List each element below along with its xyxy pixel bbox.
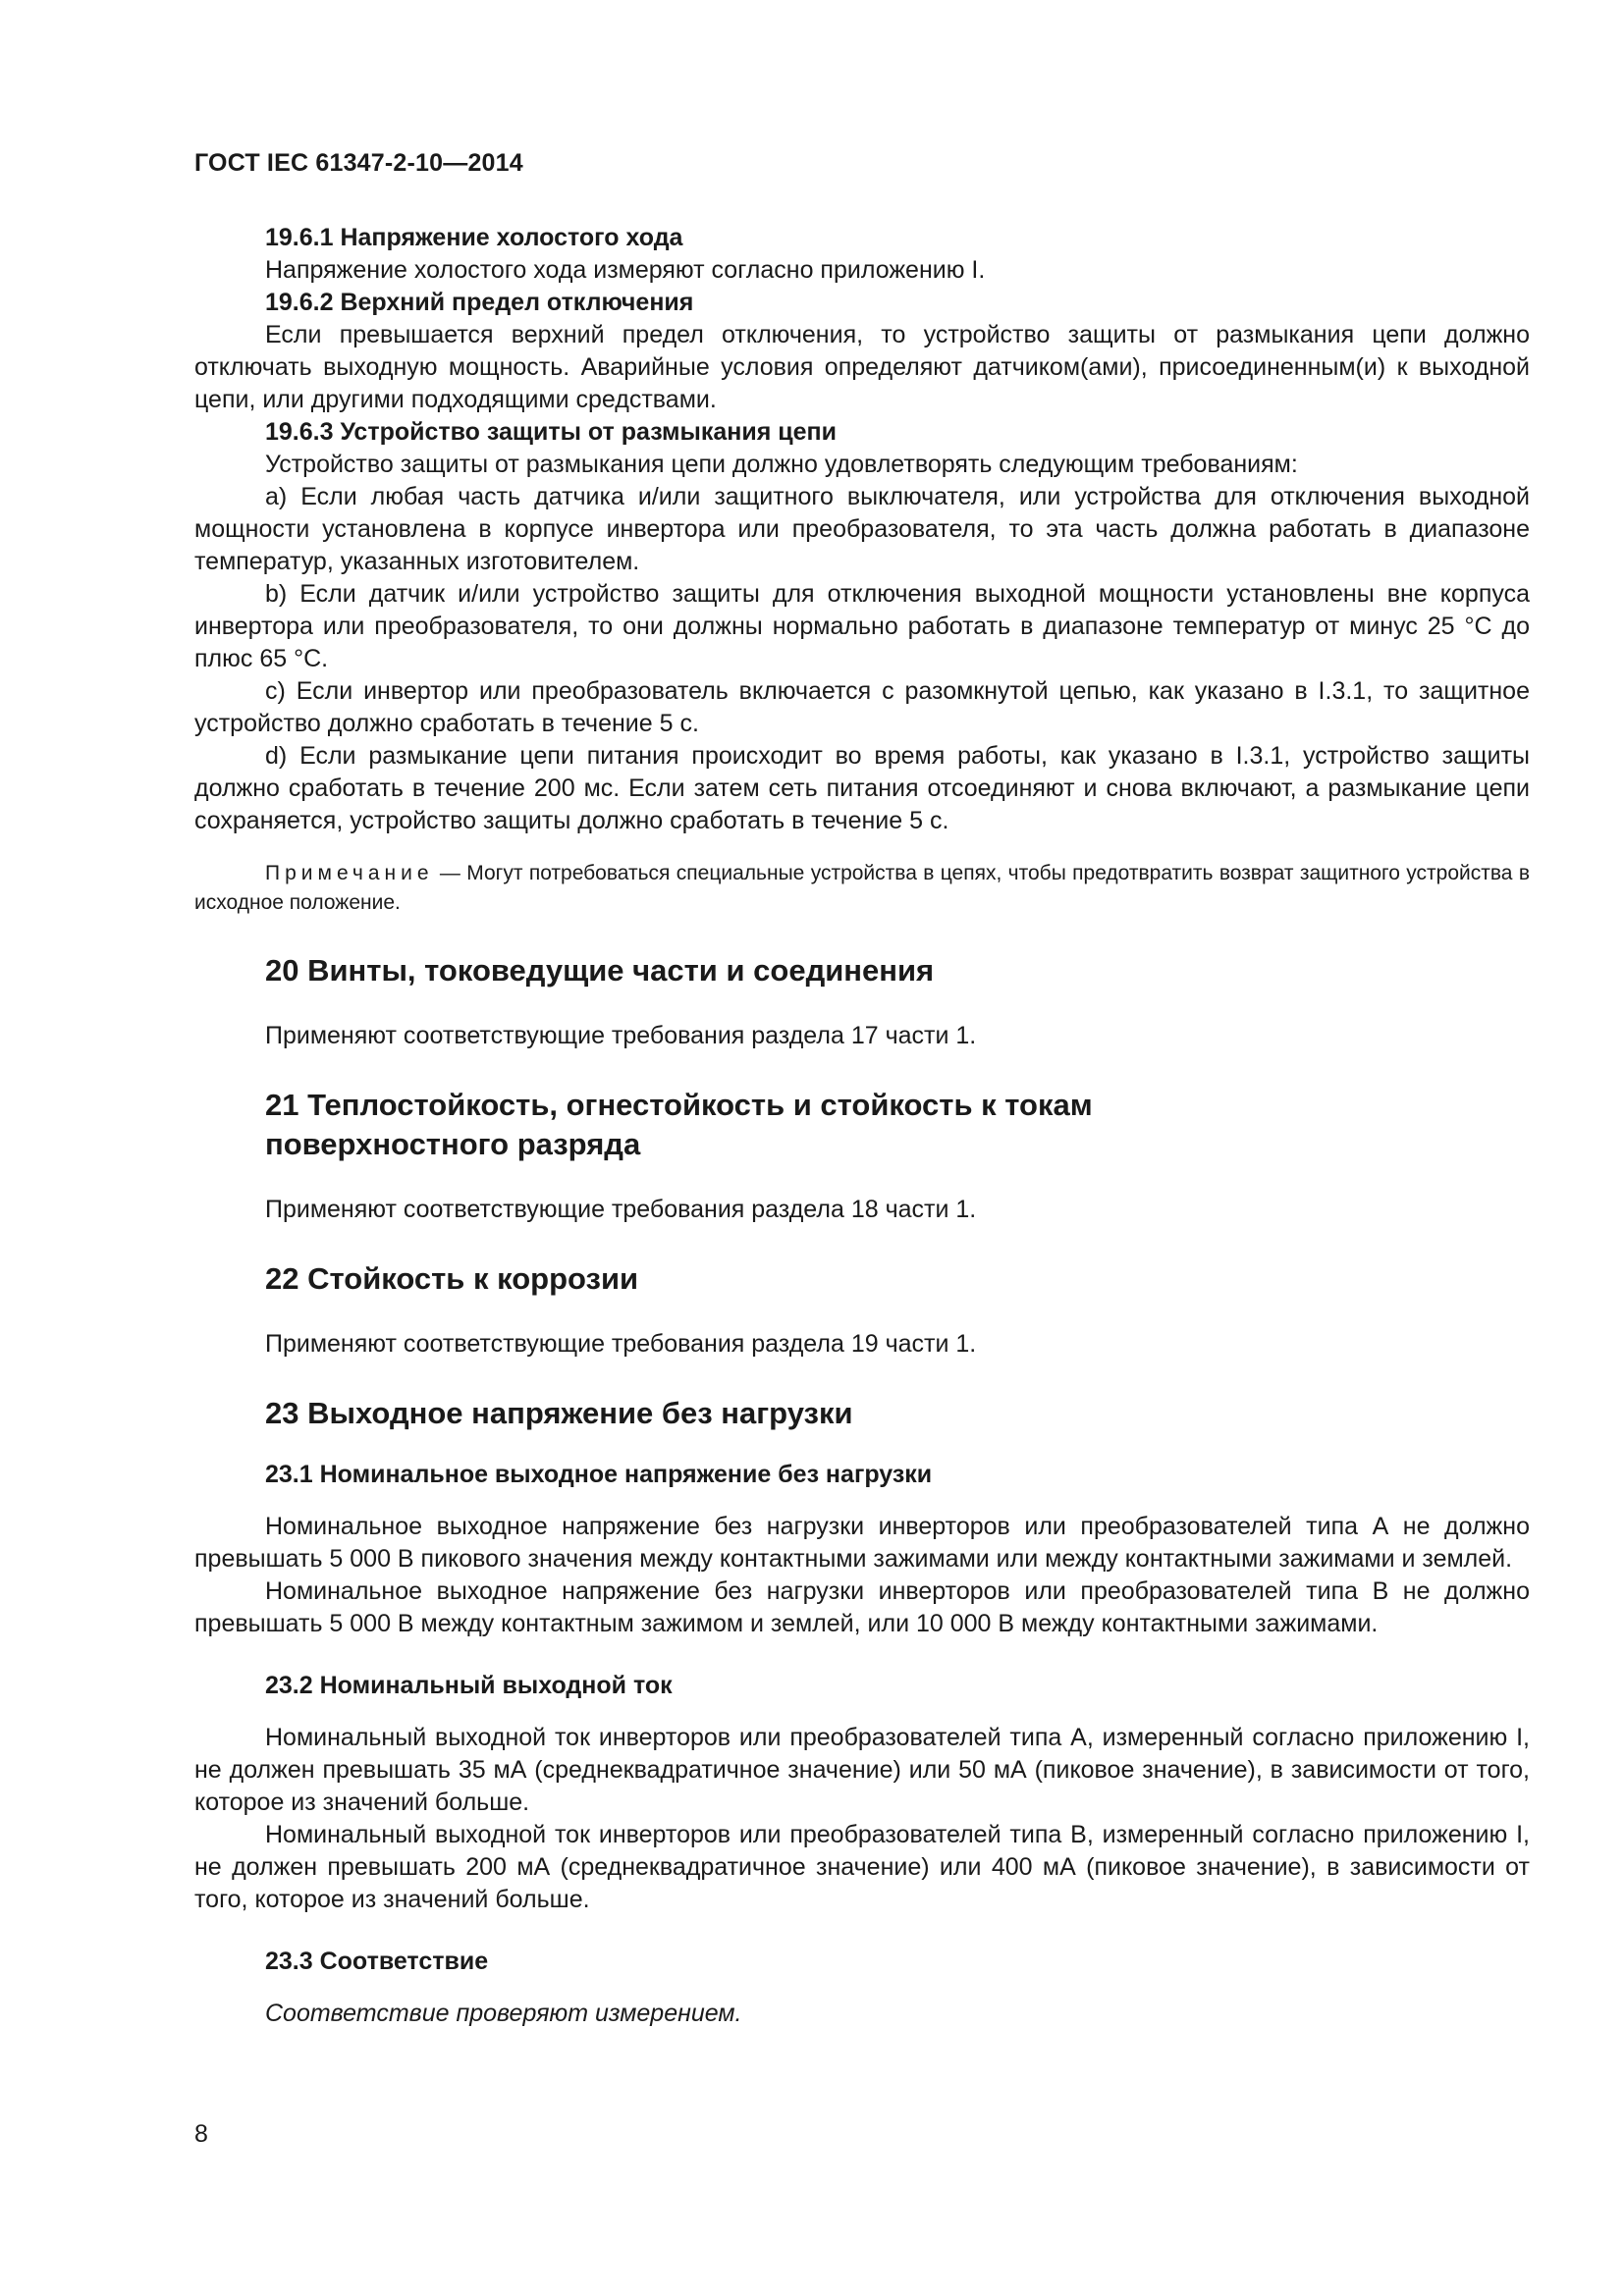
note-label: Примечание bbox=[265, 862, 434, 884]
subsection-title-19-6-1: 19.6.1 Напряжение холостого хода bbox=[265, 224, 683, 251]
list-item-d: d) Если размыкание цепи питания происходит во время работы, как указано в I.3.1, устройство защиты должно сработать в течение 200 мс. Если затем сеть питания отсоединяют и снова включают, а размыкание цепи сохраняется, устройство защиты должно сработать в течение 5 с. bbox=[194, 742, 1530, 834]
section-title-21-line2: поверхностного разряда bbox=[265, 1127, 641, 1161]
subsection-title-23-3: 23.3 Соответствие bbox=[265, 1948, 489, 1975]
subsection-title-23-1: 23.1 Номинальное выходное напряжение без нагрузки bbox=[265, 1461, 933, 1488]
paragraph: Устройство защиты от размыкания цепи должно удовлетворять следующим требованиям: bbox=[265, 451, 1298, 478]
paragraph: Применяют соответствующие требования раздела 18 части 1. bbox=[265, 1196, 977, 1223]
document-body bbox=[194, 222, 1530, 2030]
paragraph: Применяют соответствующие требования раздела 19 части 1. bbox=[265, 1330, 977, 1358]
section-title-21 bbox=[265, 1086, 1530, 1164]
subsection-title-23-2: 23.2 Номинальный выходной ток bbox=[265, 1672, 673, 1699]
page-number: 8 bbox=[194, 2120, 208, 2148]
section-title-20: 20 Винты, токоведущие части и соединения bbox=[265, 953, 935, 988]
paragraph: Если превышается верхний предел отключения, то устройство защиты от размыкания цепи должно отключать выходную мощность. Аварийные условия определяют датчиком(ами), присоединенным(и) к выходной цепи, или другими подходящими средствами. bbox=[194, 321, 1530, 413]
section-title-21-line1: 21 Теплостойкость, огнестойкость и стойкость к токам bbox=[265, 1088, 1093, 1122]
paragraph: Номинальное выходное напряжение без нагрузки инверторов или преобразователей типа А не должно превышать 5 000 В пикового значения между контактными зажимами или между контактными зажимами и землей. bbox=[194, 1513, 1530, 1573]
note bbox=[194, 859, 1530, 918]
document-header: ГОСТ IEC 61347-2-10—2014 bbox=[194, 149, 523, 177]
paragraph: Номинальное выходное напряжение без нагрузки инверторов или преобразователей типа В не должно превышать 5 000 В между контактным зажимом и землей, или 10 000 В между контактными зажимами. bbox=[194, 1577, 1530, 1637]
paragraph: Номинальный выходной ток инверторов или преобразователей типа А, измеренный согласно приложению I, не должен превышать 35 мА (среднеквадратичное значение) или 50 мА (пиковое значение), в зависимости от того, которое из значений больше. bbox=[194, 1724, 1530, 1816]
paragraph: Номинальный выходной ток инверторов или преобразователей типа В, измеренный согласно приложению I, не должен превышать 200 мА (среднеквадратичное значение) или 400 мА (пиковое значение), в зависимости от того, которое из значений больше. bbox=[194, 1821, 1530, 1913]
paragraph: Соответствие проверяют измерением. bbox=[265, 2000, 742, 2027]
subsection-title-19-6-2: 19.6.2 Верхний предел отключения bbox=[265, 289, 694, 316]
paragraph: Напряжение холостого хода измеряют согласно приложению I. bbox=[265, 256, 986, 284]
section-title-22: 22 Стойкость к коррозии bbox=[265, 1261, 639, 1296]
list-item-b: b) Если датчик и/или устройство защиты для отключения выходной мощности установлены вне корпуса инвертора или преобразователя, то они должны нормально работать в диапазоне температур от минус 25 °С до плюс 65 °С. bbox=[194, 580, 1530, 672]
list-item-c: c) Если инвертор или преобразователь включается с разомкнутой цепью, как указано в I.3.1, то защитное устройство должно сработать в течение 5 с. bbox=[194, 677, 1530, 737]
section-title-23: 23 Выходное напряжение без нагрузки bbox=[265, 1396, 853, 1430]
subsection-title-19-6-3: 19.6.3 Устройство защиты от размыкания цепи bbox=[265, 418, 838, 446]
list-item-a: a) Если любая часть датчика и/или защитного выключателя, или устройства для отключения выходной мощности установлена в корпусе инвертора или преобразователя, то эта часть должна работать в диапазоне температур, указанных изготовителем. bbox=[194, 483, 1530, 575]
note-text: — Могут потребоваться специальные устройства в цепях, чтобы предотвратить возврат защитного устройства в исходное положение. bbox=[194, 862, 1530, 914]
paragraph: Применяют соответствующие требования раздела 17 части 1. bbox=[265, 1022, 977, 1049]
